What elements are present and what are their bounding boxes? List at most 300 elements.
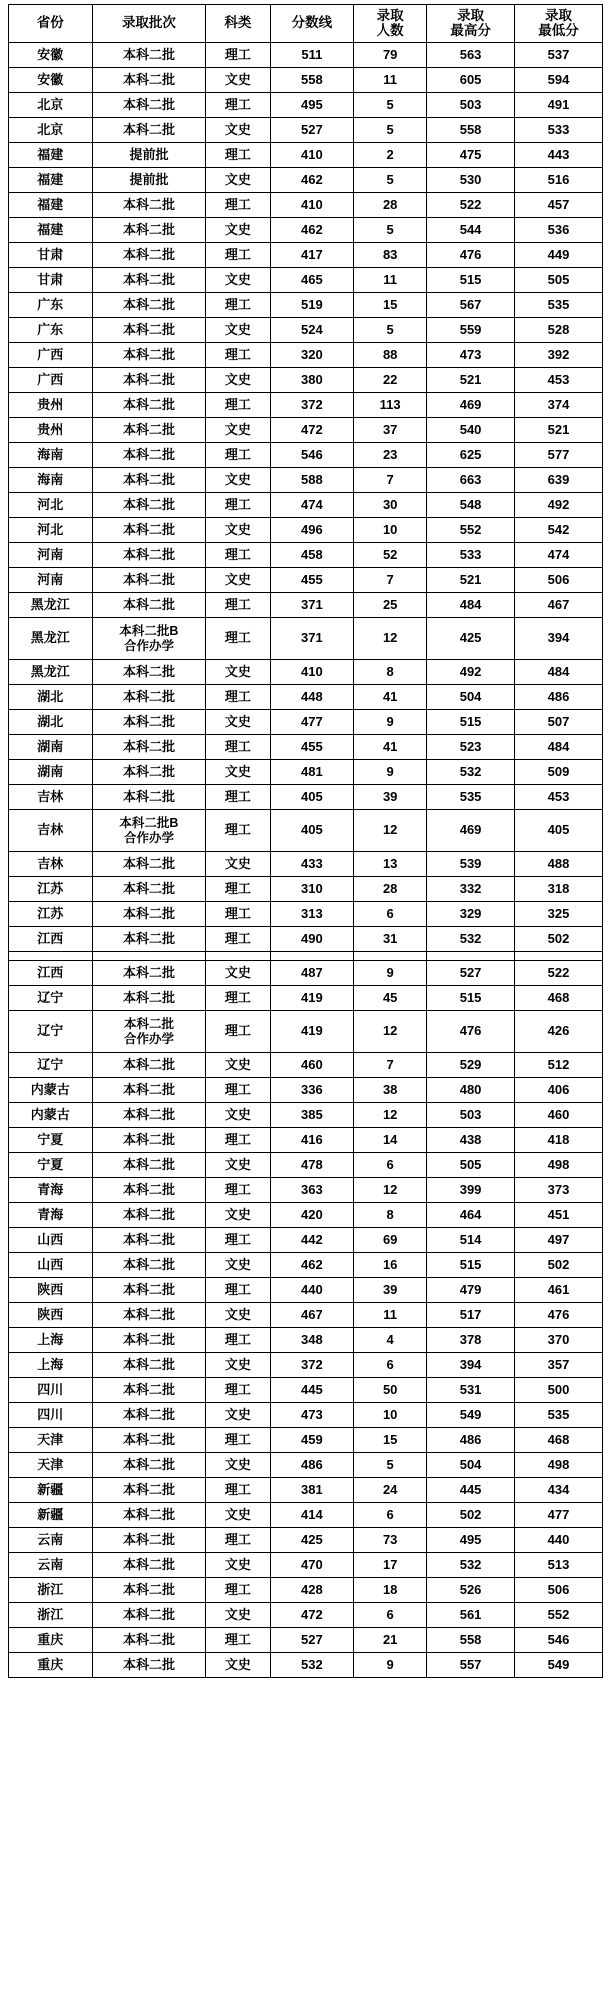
cell-province: 江苏 — [9, 902, 93, 927]
cell-min-score: 460 — [515, 1103, 603, 1128]
cell-province: 河北 — [9, 493, 93, 518]
table-row — [9, 568, 603, 593]
cell-min-score: 492 — [515, 493, 603, 518]
cell-batch: 本科二批 — [92, 343, 206, 368]
cell-admitted-count: 9 — [354, 710, 427, 735]
table-row-spacer — [9, 952, 603, 961]
cell-min-score: 513 — [515, 1553, 603, 1578]
cell-max-score: 532 — [427, 760, 515, 785]
cell-admitted-count: 8 — [354, 660, 427, 685]
cell-max-score: 514 — [427, 1228, 515, 1253]
cell-type: 理工 — [206, 443, 270, 468]
cell-type: 文史 — [206, 268, 270, 293]
cell-type: 理工 — [206, 618, 270, 660]
cell-max-score: 605 — [427, 68, 515, 93]
cell-score-line: 495 — [270, 93, 354, 118]
cell-max-score: 464 — [427, 1203, 515, 1228]
cell-score-line: 458 — [270, 543, 354, 568]
cell-batch: 本科二批 — [92, 735, 206, 760]
cell-max-score: 332 — [427, 877, 515, 902]
cell-admitted-count: 11 — [354, 1303, 427, 1328]
cell-score-line: 410 — [270, 660, 354, 685]
cell-score-line: 428 — [270, 1578, 354, 1603]
cell-max-score: 549 — [427, 1403, 515, 1428]
cell-score-line: 425 — [270, 1528, 354, 1553]
table-row — [9, 660, 603, 685]
cell-max-score: 329 — [427, 902, 515, 927]
table-row — [9, 293, 603, 318]
cell-admitted-count: 38 — [354, 1078, 427, 1103]
cell-batch: 本科二批 — [92, 1353, 206, 1378]
cell-admitted-count: 50 — [354, 1378, 427, 1403]
cell-batch: 本科二批 — [92, 468, 206, 493]
table-row — [9, 760, 603, 785]
cell-score-line: 519 — [270, 293, 354, 318]
cell-province: 江西 — [9, 961, 93, 986]
cell-max-score: 567 — [427, 293, 515, 318]
cell-min-score: 453 — [515, 785, 603, 810]
cell-min-score: 443 — [515, 143, 603, 168]
cell-batch: 本科二批 — [92, 193, 206, 218]
cell-min-score: 434 — [515, 1478, 603, 1503]
cell-max-score: 559 — [427, 318, 515, 343]
cell-max-score: 529 — [427, 1053, 515, 1078]
table-row — [9, 368, 603, 393]
cell-min-score: 468 — [515, 1428, 603, 1453]
cell-type: 文史 — [206, 118, 270, 143]
cell-province: 重庆 — [9, 1653, 93, 1678]
table-row — [9, 1603, 603, 1628]
cell-score-line: 527 — [270, 1628, 354, 1653]
cell-admitted-count: 6 — [354, 1503, 427, 1528]
cell-score-line: 546 — [270, 443, 354, 468]
cell-batch: 本科二批 — [92, 1428, 206, 1453]
cell-province: 辽宁 — [9, 1011, 93, 1053]
cell-type: 理工 — [206, 543, 270, 568]
cell-province: 上海 — [9, 1328, 93, 1353]
cell-type: 理工 — [206, 1128, 270, 1153]
cell-batch: 本科二批 — [92, 961, 206, 986]
table-row — [9, 1353, 603, 1378]
cell-score-line: 381 — [270, 1478, 354, 1503]
cell-max-score: 539 — [427, 852, 515, 877]
cell-min-score: 522 — [515, 961, 603, 986]
cell-batch: 本科二批 — [92, 543, 206, 568]
cell-max-score: 399 — [427, 1178, 515, 1203]
table-row — [9, 1303, 603, 1328]
cell-admitted-count: 23 — [354, 443, 427, 468]
cell-type: 理工 — [206, 293, 270, 318]
cell-province: 黑龙江 — [9, 660, 93, 685]
cell-province: 河北 — [9, 518, 93, 543]
cell-admitted-count: 9 — [354, 760, 427, 785]
cell-type: 理工 — [206, 143, 270, 168]
cell-type: 文史 — [206, 710, 270, 735]
cell-admitted-count: 88 — [354, 343, 427, 368]
table-row — [9, 1178, 603, 1203]
cell-type: 理工 — [206, 1378, 270, 1403]
table-row — [9, 1528, 603, 1553]
table-row — [9, 168, 603, 193]
table-row — [9, 143, 603, 168]
cell-type: 理工 — [206, 1328, 270, 1353]
cell-max-score: 526 — [427, 1578, 515, 1603]
table-row — [9, 927, 603, 952]
table-row — [9, 1128, 603, 1153]
cell-score-line: 465 — [270, 268, 354, 293]
cell-batch: 本科二批 — [92, 1653, 206, 1678]
cell-admitted-count: 8 — [354, 1203, 427, 1228]
cell-max-score: 425 — [427, 618, 515, 660]
cell-batch: 本科二批 — [92, 1203, 206, 1228]
cell-province: 广东 — [9, 293, 93, 318]
cell-max-score: 502 — [427, 1503, 515, 1528]
cell-min-score: 536 — [515, 218, 603, 243]
cell-batch: 本科二批 — [92, 418, 206, 443]
cell-admitted-count: 7 — [354, 468, 427, 493]
cell-min-score: 506 — [515, 568, 603, 593]
cell-batch: 本科二批 — [92, 518, 206, 543]
column-header-max-score: 录取 最高分 — [427, 5, 515, 43]
cell-admitted-count: 69 — [354, 1228, 427, 1253]
cell-admitted-count: 5 — [354, 318, 427, 343]
cell-type: 理工 — [206, 393, 270, 418]
cell-type: 文史 — [206, 1253, 270, 1278]
cell-min-score: 512 — [515, 1053, 603, 1078]
cell-max-score: 522 — [427, 193, 515, 218]
cell-type: 理工 — [206, 1078, 270, 1103]
cell-score-line: 371 — [270, 593, 354, 618]
cell-province: 江西 — [9, 927, 93, 952]
cell-batch: 本科二批 — [92, 1528, 206, 1553]
cell-province: 河南 — [9, 568, 93, 593]
cell-min-score: 506 — [515, 1578, 603, 1603]
cell-type: 文史 — [206, 660, 270, 685]
cell-type: 文史 — [206, 368, 270, 393]
cell-admitted-count: 16 — [354, 1253, 427, 1278]
cell-province: 吉林 — [9, 810, 93, 852]
cell-batch: 本科二批 — [92, 1503, 206, 1528]
cell-min-score: 461 — [515, 1278, 603, 1303]
cell-batch: 本科二批 — [92, 1278, 206, 1303]
cell-max-score: 515 — [427, 268, 515, 293]
spacer-cell — [427, 952, 515, 961]
cell-min-score: 453 — [515, 368, 603, 393]
cell-batch: 本科二批 — [92, 877, 206, 902]
cell-batch: 本科二批 — [92, 1228, 206, 1253]
cell-min-score: 370 — [515, 1328, 603, 1353]
cell-min-score: 491 — [515, 93, 603, 118]
cell-score-line: 433 — [270, 852, 354, 877]
cell-admitted-count: 22 — [354, 368, 427, 393]
cell-score-line: 462 — [270, 168, 354, 193]
cell-score-line: 440 — [270, 1278, 354, 1303]
cell-batch: 本科二批 — [92, 1303, 206, 1328]
cell-score-line: 410 — [270, 193, 354, 218]
cell-province: 内蒙古 — [9, 1078, 93, 1103]
cell-province: 甘肃 — [9, 243, 93, 268]
cell-score-line: 371 — [270, 618, 354, 660]
cell-province: 广东 — [9, 318, 93, 343]
cell-score-line: 460 — [270, 1053, 354, 1078]
cell-max-score: 544 — [427, 218, 515, 243]
cell-province: 海南 — [9, 468, 93, 493]
cell-score-line: 442 — [270, 1228, 354, 1253]
cell-admitted-count: 41 — [354, 685, 427, 710]
cell-batch: 本科二批 — [92, 1453, 206, 1478]
cell-max-score: 563 — [427, 43, 515, 68]
cell-type: 理工 — [206, 1278, 270, 1303]
cell-max-score: 548 — [427, 493, 515, 518]
cell-province: 黑龙江 — [9, 618, 93, 660]
cell-admitted-count: 10 — [354, 1403, 427, 1428]
cell-province: 陕西 — [9, 1278, 93, 1303]
cell-score-line: 380 — [270, 368, 354, 393]
cell-score-line: 527 — [270, 118, 354, 143]
cell-batch: 本科二批B 合作办学 — [92, 618, 206, 660]
table-row — [9, 1403, 603, 1428]
cell-score-line: 481 — [270, 760, 354, 785]
cell-score-line: 496 — [270, 518, 354, 543]
cell-max-score: 504 — [427, 1453, 515, 1478]
table-row — [9, 1078, 603, 1103]
cell-batch: 本科二批 — [92, 1578, 206, 1603]
cell-score-line: 477 — [270, 710, 354, 735]
cell-admitted-count: 7 — [354, 1053, 427, 1078]
cell-admitted-count: 37 — [354, 418, 427, 443]
cell-admitted-count: 30 — [354, 493, 427, 518]
cell-max-score: 394 — [427, 1353, 515, 1378]
cell-score-line: 414 — [270, 1503, 354, 1528]
cell-type: 理工 — [206, 343, 270, 368]
cell-score-line: 472 — [270, 1603, 354, 1628]
cell-batch: 本科二批 — [92, 1153, 206, 1178]
cell-province: 浙江 — [9, 1603, 93, 1628]
cell-max-score: 378 — [427, 1328, 515, 1353]
cell-batch: 本科二批 — [92, 318, 206, 343]
table-row — [9, 810, 603, 852]
cell-min-score: 507 — [515, 710, 603, 735]
table-row — [9, 1628, 603, 1653]
cell-admitted-count: 5 — [354, 1453, 427, 1478]
cell-score-line: 511 — [270, 43, 354, 68]
table-row — [9, 1453, 603, 1478]
cell-batch: 本科二批 — [92, 785, 206, 810]
cell-min-score: 528 — [515, 318, 603, 343]
cell-province: 陕西 — [9, 1303, 93, 1328]
table-row — [9, 1478, 603, 1503]
cell-min-score: 474 — [515, 543, 603, 568]
cell-type: 文史 — [206, 1203, 270, 1228]
table-row — [9, 1103, 603, 1128]
cell-min-score: 509 — [515, 760, 603, 785]
table-row — [9, 593, 603, 618]
cell-type: 文史 — [206, 1403, 270, 1428]
cell-admitted-count: 24 — [354, 1478, 427, 1503]
cell-province: 福建 — [9, 193, 93, 218]
cell-max-score: 540 — [427, 418, 515, 443]
cell-province: 重庆 — [9, 1628, 93, 1653]
cell-province: 安徽 — [9, 43, 93, 68]
spacer-cell — [270, 952, 354, 961]
cell-min-score: 457 — [515, 193, 603, 218]
cell-min-score: 449 — [515, 243, 603, 268]
cell-province: 辽宁 — [9, 1053, 93, 1078]
cell-admitted-count: 25 — [354, 593, 427, 618]
cell-batch: 本科二批 — [92, 1253, 206, 1278]
cell-type: 理工 — [206, 927, 270, 952]
cell-province: 福建 — [9, 218, 93, 243]
cell-score-line: 448 — [270, 685, 354, 710]
cell-min-score: 373 — [515, 1178, 603, 1203]
cell-batch: 本科二批B 合作办学 — [92, 810, 206, 852]
cell-batch: 本科二批 — [92, 118, 206, 143]
cell-type: 文史 — [206, 568, 270, 593]
cell-min-score: 476 — [515, 1303, 603, 1328]
cell-batch: 本科二批 合作办学 — [92, 1011, 206, 1053]
cell-min-score: 516 — [515, 168, 603, 193]
cell-admitted-count: 2 — [354, 143, 427, 168]
cell-admitted-count: 5 — [354, 118, 427, 143]
cell-min-score: 549 — [515, 1653, 603, 1678]
cell-max-score: 521 — [427, 368, 515, 393]
cell-admitted-count: 10 — [354, 518, 427, 543]
column-header-score-line: 分数线 — [270, 5, 354, 43]
cell-min-score: 406 — [515, 1078, 603, 1103]
cell-type: 文史 — [206, 1053, 270, 1078]
cell-province: 云南 — [9, 1528, 93, 1553]
cell-batch: 提前批 — [92, 143, 206, 168]
cell-score-line: 372 — [270, 1353, 354, 1378]
cell-score-line: 462 — [270, 1253, 354, 1278]
cell-max-score: 469 — [427, 810, 515, 852]
cell-min-score: 521 — [515, 418, 603, 443]
cell-admitted-count: 5 — [354, 218, 427, 243]
cell-admitted-count: 12 — [354, 618, 427, 660]
cell-min-score: 552 — [515, 1603, 603, 1628]
cell-admitted-count: 12 — [354, 1011, 427, 1053]
cell-max-score: 445 — [427, 1478, 515, 1503]
cell-admitted-count: 15 — [354, 1428, 427, 1453]
cell-score-line: 455 — [270, 735, 354, 760]
cell-type: 文史 — [206, 418, 270, 443]
cell-max-score: 517 — [427, 1303, 515, 1328]
cell-max-score: 533 — [427, 543, 515, 568]
cell-score-line: 320 — [270, 343, 354, 368]
cell-batch: 本科二批 — [92, 593, 206, 618]
cell-admitted-count: 28 — [354, 877, 427, 902]
cell-score-line: 486 — [270, 1453, 354, 1478]
cell-score-line: 487 — [270, 961, 354, 986]
cell-province: 吉林 — [9, 852, 93, 877]
table-row — [9, 493, 603, 518]
cell-score-line: 478 — [270, 1153, 354, 1178]
cell-score-line: 385 — [270, 1103, 354, 1128]
cell-admitted-count: 73 — [354, 1528, 427, 1553]
cell-province: 天津 — [9, 1428, 93, 1453]
table-row — [9, 685, 603, 710]
cell-score-line: 416 — [270, 1128, 354, 1153]
table-row — [9, 1153, 603, 1178]
cell-batch: 本科二批 — [92, 986, 206, 1011]
cell-min-score: 594 — [515, 68, 603, 93]
cell-min-score: 405 — [515, 810, 603, 852]
table-row — [9, 1328, 603, 1353]
cell-admitted-count: 31 — [354, 927, 427, 952]
cell-batch: 本科二批 — [92, 368, 206, 393]
cell-province: 江苏 — [9, 877, 93, 902]
table-row — [9, 43, 603, 68]
cell-score-line: 363 — [270, 1178, 354, 1203]
cell-province: 湖南 — [9, 735, 93, 760]
cell-type: 理工 — [206, 735, 270, 760]
cell-score-line: 313 — [270, 902, 354, 927]
cell-min-score: 502 — [515, 1253, 603, 1278]
cell-province: 湖南 — [9, 760, 93, 785]
cell-min-score: 468 — [515, 986, 603, 1011]
cell-batch: 本科二批 — [92, 1553, 206, 1578]
cell-type: 文史 — [206, 1103, 270, 1128]
cell-max-score: 438 — [427, 1128, 515, 1153]
cell-min-score: 484 — [515, 735, 603, 760]
cell-province: 安徽 — [9, 68, 93, 93]
cell-max-score: 515 — [427, 986, 515, 1011]
cell-admitted-count: 6 — [354, 1153, 427, 1178]
cell-admitted-count: 28 — [354, 193, 427, 218]
cell-min-score: 497 — [515, 1228, 603, 1253]
cell-admitted-count: 17 — [354, 1553, 427, 1578]
cell-batch: 本科二批 — [92, 710, 206, 735]
table-row — [9, 218, 603, 243]
cell-type: 文史 — [206, 961, 270, 986]
cell-score-line: 405 — [270, 810, 354, 852]
table-row — [9, 986, 603, 1011]
cell-max-score: 503 — [427, 1103, 515, 1128]
column-header-admitted-count: 录取 人数 — [354, 5, 427, 43]
cell-max-score: 527 — [427, 961, 515, 986]
cell-min-score: 535 — [515, 293, 603, 318]
spacer-cell — [354, 952, 427, 961]
cell-max-score: 495 — [427, 1528, 515, 1553]
cell-batch: 本科二批 — [92, 218, 206, 243]
table-row — [9, 1653, 603, 1678]
table-header-row — [9, 5, 603, 43]
cell-province: 湖北 — [9, 685, 93, 710]
cell-province: 宁夏 — [9, 1153, 93, 1178]
table-row — [9, 518, 603, 543]
table-row — [9, 268, 603, 293]
cell-admitted-count: 6 — [354, 1353, 427, 1378]
table-row — [9, 1053, 603, 1078]
cell-min-score: 357 — [515, 1353, 603, 1378]
cell-province: 云南 — [9, 1553, 93, 1578]
table-row — [9, 1553, 603, 1578]
cell-min-score: 325 — [515, 902, 603, 927]
cell-admitted-count: 113 — [354, 393, 427, 418]
cell-batch: 本科二批 — [92, 1103, 206, 1128]
cell-batch: 本科二批 — [92, 1478, 206, 1503]
cell-score-line: 459 — [270, 1428, 354, 1453]
cell-type: 文史 — [206, 1503, 270, 1528]
cell-batch: 本科二批 — [92, 1628, 206, 1653]
cell-province: 广西 — [9, 343, 93, 368]
cell-batch: 本科二批 — [92, 902, 206, 927]
cell-province: 北京 — [9, 118, 93, 143]
cell-province: 青海 — [9, 1203, 93, 1228]
cell-max-score: 515 — [427, 710, 515, 735]
cell-admitted-count: 21 — [354, 1628, 427, 1653]
cell-max-score: 476 — [427, 243, 515, 268]
